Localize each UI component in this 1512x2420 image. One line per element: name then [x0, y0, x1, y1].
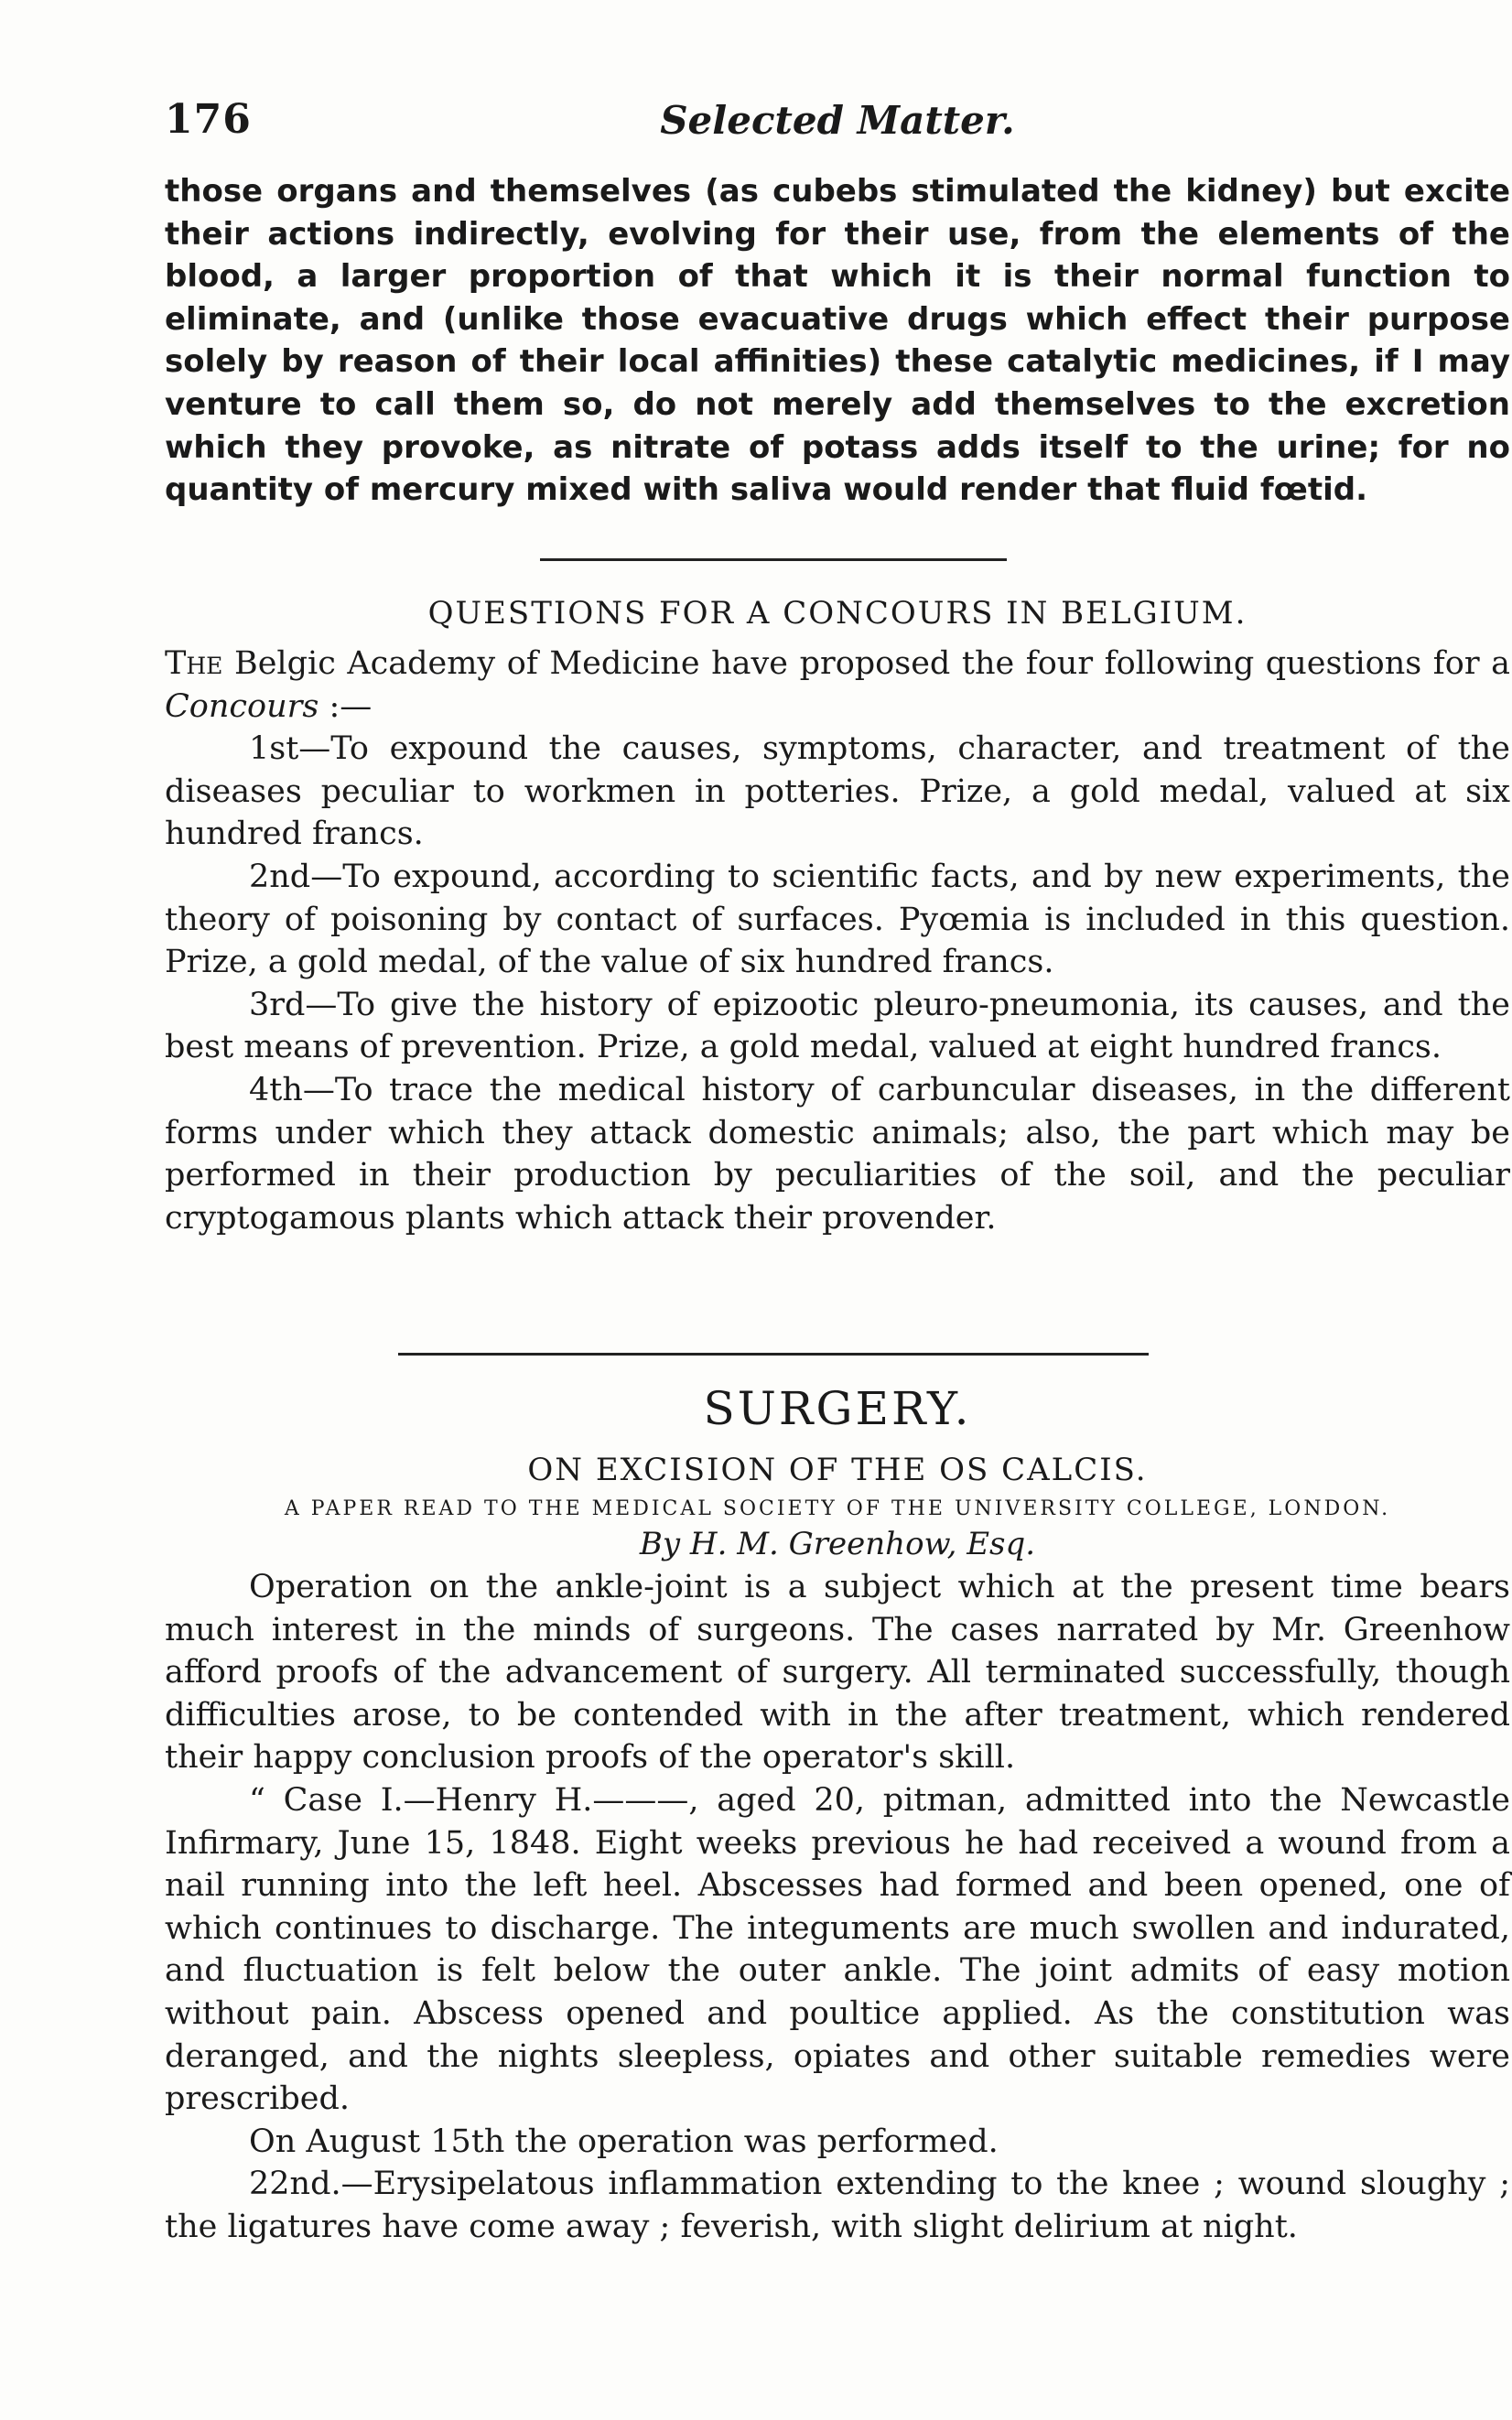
- question-item-3: 3rd—To give the history of epizootic pleuro-pneumonia, its causes, and the best means of prevention. Prize, a gold medal, valued at eight hundred francs.: [165, 986, 1510, 1066]
- section-divider: [540, 558, 1007, 561]
- surgery-paragraph-3: On August 15th the operation was performed.: [249, 2123, 999, 2160]
- questions-title: QUESTIONS FOR A CONCOURS IN BELGIUM.: [427, 595, 1247, 632]
- intro-block: [165, 170, 1510, 512]
- page-number: 176: [165, 96, 252, 143]
- article-subtitle: A PAPER READ TO THE MEDICAL SOCIETY OF THE UNIVERSITY COLLEGE, LONDON.: [284, 1497, 1391, 1520]
- questions-intro-text: Belgic Academy of Medicine have proposed the four following questions for a: [222, 645, 1510, 682]
- section-title: SURGERY.: [703, 1382, 972, 1435]
- page-header: [165, 96, 1510, 151]
- byline: By H. M. Greenhow, Esq.: [639, 1526, 1036, 1562]
- running-title: Selected Matter.: [660, 98, 1015, 143]
- question-item-2: 2nd—To expound, according to scientific facts, and by new experiments, the theory of poisoning by contact of surfaces. Pyœmia is included in this question. Prize, a gold medal, of the value of six hundred francs.: [165, 858, 1510, 981]
- questions-section: [165, 595, 1510, 1239]
- intro-paragraph: those organs and themselves (as cubebs stimulated the kidney) but excite their actions indirectly, evolving for their use, from the elements of the blood, a larger proportion of that which it is their normal function to eliminate, and (unlike those evacuative drugs which effect their purpose solely by reason of their local affinities) these catalytic medicines, if I may venture to call them so, do not merely add themselves to the excretion which they provoke, as nitrate of potass adds itself to the urine; for no quantity of mercury mixed with saliva would render that fluid fœtid.: [165, 173, 1510, 509]
- question-item-4: 4th—To trace the medical history of carbuncular diseases, in the different forms under which they attack domestic animals; also, the part which may be performed in their production by peculiarities of the soil, and the peculiar cryptogamous plants which attack their provender.: [165, 1071, 1510, 1237]
- surgery-section: [165, 1382, 1510, 2249]
- questions-intro-end: :—: [319, 687, 373, 725]
- questions-intro: [165, 643, 1510, 728]
- surgery-paragraph-2: “ Case I.—Henry H.———, aged 20, pitman, admitted into the Newcastle Infirmary, June 15, 1848. Eight weeks previous he had received a wound from a nail running into the left heel. Abscesses had formed and been opened, one of which continues to discharge. The integuments are much swollen and indurated, and fluctuation is felt below the outer ankle. The joint admits of easy motion without pain. Abscess opened and poultice applied. As the constitution was deranged, and the nights sleepless, opiates and other suitable remedies were prescribed.: [165, 1781, 1510, 2118]
- surgery-paragraph-4: 22nd.—Erysipelatous inflammation extending to the knee ; wound sloughy ; the ligatures have come away ; feverish, with slight delirium at night.: [165, 2166, 1510, 2245]
- section-divider-2: [398, 1353, 1149, 1356]
- concours-word: Concours: [165, 687, 319, 725]
- question-item-1: 1st—To expound the causes, symptoms, character, and treatment of the diseases peculiar to workmen in potteries. Prize, a gold medal, valued at six hundred francs.: [165, 730, 1510, 853]
- lead-word: The: [165, 645, 223, 682]
- surgery-paragraph-1: Operation on the ankle-joint is a subject which at the present time bears much interest in the minds of surgeons. The cases narrated by Mr. Greenhow afford proofs of the advancement of surgery. All terminated successfully, though difficulties arose, to be contended with in the after treatment, which rendered their happy conclusion proofs of the operator's skill.: [165, 1569, 1510, 1777]
- article-title: ON EXCISION OF THE OS CALCIS.: [527, 1452, 1148, 1488]
